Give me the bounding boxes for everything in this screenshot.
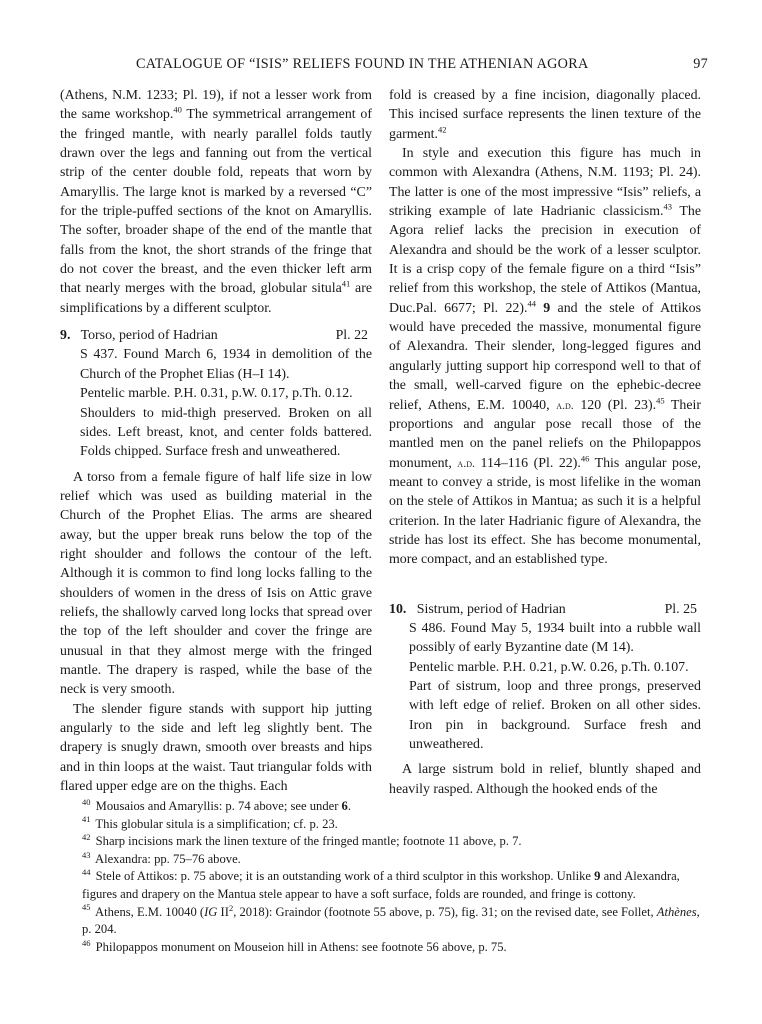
running-title: CATALOGUE OF “ISIS” RELIEFS FOUND IN THE ATHENIAN AGORA [136,56,589,72]
paragraph: In style and execution this figure has much in common with Alexandra (Athens, N.M. 1193; Pl. 24). The latter is one of the most impressive “Isis” reliefs, a striking example of late Hadrianic classicism.$^{43}$ The Agora relief lacks the precision in execution of Alexandra and should be the work of a lesser sculptor. It is a crisp copy of the female figure on a third “Isis” relief from this workshop, the stele of Attikos (Mantua, Duc.Pal. 6677; Pl. 22).$^{44}$ 9 and the stele of Attikos would have preceded the massive, monumental figure of Alexandra. Their slender, long-legged figures and angularly jutting support hip correspond well to that of the small, well-carved figure on the ephebic-decree relief, Athens, E.M. 10040, a.d. 120 (Pl. 23).$^{45}$ Their proportions and angular pose recall those of the mantled men on the panel reliefs on the Philopappos monument, a.d. 114–116 (Pl. 22).$^{46}$ This angular pose, meant to convey a stride, is most lifelike in the woman on the stele of Attikos in Mantua; as such it is a helpful criterion. In the later Hadrianic figure of Alexandra, the stride has lost its effect. She has become monumental, more compact, and an established type. [389,146,701,568]
paragraph: The slender figure stands with support hip jutting angularly to the side and left leg slightly bent. The drapery is snugly drawn, smooth over breasts and hips and in thin loops at the waist. Taut triangular folds with flared upper edge are on the thighs. Each [60,701,372,795]
condition-info: Part of sistrum, loop and three prongs, preserved with left edge of relief. Broken on all other sides. Iron pin in background. Surface fresh and unweathered. [409,678,701,752]
footnote-40: $^{40}$ Mousaios and Amaryllis: p. 74 above; see under 6. [82,796,351,813]
entry-metadata [60,345,372,461]
find-info: S 437. Found March 6, 1934 in demolition of the Church of the Prophet Elias (H–I 14). [80,347,372,382]
paragraph: (Athens, N.M. 1233; Pl. 19), if not a lesser work from the same workshop.$^{40}$ The symmetrical arrangement of the fringed mantle, with nearly parallel folds tautly drawn over the legs and fanning out from the vertical strip of the center double fold, repeats that worn by Amaryllis. The large knot is marked by a reversed “C” for the triple-puffed sections of the knot on Amaryllis. The softer, broader shape of the end of the mantle that falls from the knot, the short strands of the fringe that do not cover the breast, and the even thicker left arm that nearly merges with the broad, globular situla$^{41}$ are simplifications by a different sculptor. [60,88,373,316]
paragraph: A large sistrum bold in relief, bluntly shaped and heavily rasped. Although the hooked ends of the [389,762,701,797]
plate-reference: Pl. 22 [335,328,368,344]
footnote-ref[interactable]: 42 [437,124,447,135]
footnote-45: $^{45}$ Athens, E.M. 10040 (IG $II^2$, 2018): Graindor (footnote 55 above, p. 75), fig. 31; on the revised date, see Follet, Athènes, p. 204. [82,902,700,937]
paragraph: A torso from a female figure of half life size in low relief which was used as building material in the Church of the Prophet Elias. The arms are sheared away, but the upper break runs below the top of the right shoulder and follows the contour of the left. Although it is common to find long locks falling to the shoulders of women in the dress of Isis on Attic grave reliefs, the shallowly carved long locks that spread over the top of the left shoulder and cover the fringe are unusual in that they almost merge with the fringed mantle. The drapery is rasped, while the base of the neck is very smooth. [60,469,372,698]
entry-title: Torso, period of Hadrian [80,328,218,344]
footnote-42: $^{42}$ Sharp incisions mark the linen texture of the fringed mantle; footnote 11 above, p. 7. [82,832,522,849]
footnote-ref[interactable]: 44 [527,298,536,309]
catalogue-entry-heading [389,600,701,619]
entry-number: 10. [389,601,407,617]
right-column [389,86,701,799]
material-info: Pentelic marble. P.H. 0.21, p.W. 0.26, p.Th. 0.107. [409,659,689,675]
entry-metadata [389,619,701,754]
entry-crossref: 9 [543,300,551,316]
entry-title: Sistrum, period of Hadrian [416,601,566,617]
condition-info: Shoulders to mid-thigh preserved. Broken on all sides. Left breast, knot, and center folds battered. Folds chipped. Surface fresh and unweathered. [80,405,372,460]
left-column [60,86,372,796]
footnote-ref[interactable]: 40 [173,104,182,115]
catalogue-entry-heading [60,326,372,345]
footnotes [60,798,710,956]
footnote-ref[interactable]: 41 [341,278,351,289]
footnote-46: $^{46}$ Philopappos monument on Mouseion hill in Athens: see footnote 56 above, p. 75. [82,937,507,954]
footnote-41: $^{41}$ This globular situla is a simplification; cf. p. 23. [82,814,338,831]
footnote-43: $^{43}$ Alexandra: pp. 75–76 above. [82,849,241,866]
entry-number: 9. [60,328,71,344]
find-info: S 486. Found May 5, 1934 built into a rubble wall possibly of early Byzantine date (M 14). [409,620,701,656]
footnote-44: $^{44}$ Stele of Attikos: p. 75 above; it is an outstanding work of a third sculptor in this workshop. Unlike 9 and Alexandra, figures and drapery on the Mantua stele appear to have a soft surface, folds are rounded, and fringe is cottony. [82,867,680,901]
paragraph: fold is creased by a fine incision, diagonally placed. This incised surface represents the linen texture of the garment.$^{42}$ [389,88,701,142]
footnote-ref[interactable]: 43 [663,201,673,212]
footnote-ref[interactable]: 46 [580,452,590,463]
page-number: 97 [693,56,708,72]
material-info: Pentelic marble. P.H. 0.31, p.W. 0.17, p.Th. 0.12. [80,386,353,402]
plate-reference: Pl. 25 [664,601,697,617]
footnote-ref[interactable]: 45 [656,394,665,405]
